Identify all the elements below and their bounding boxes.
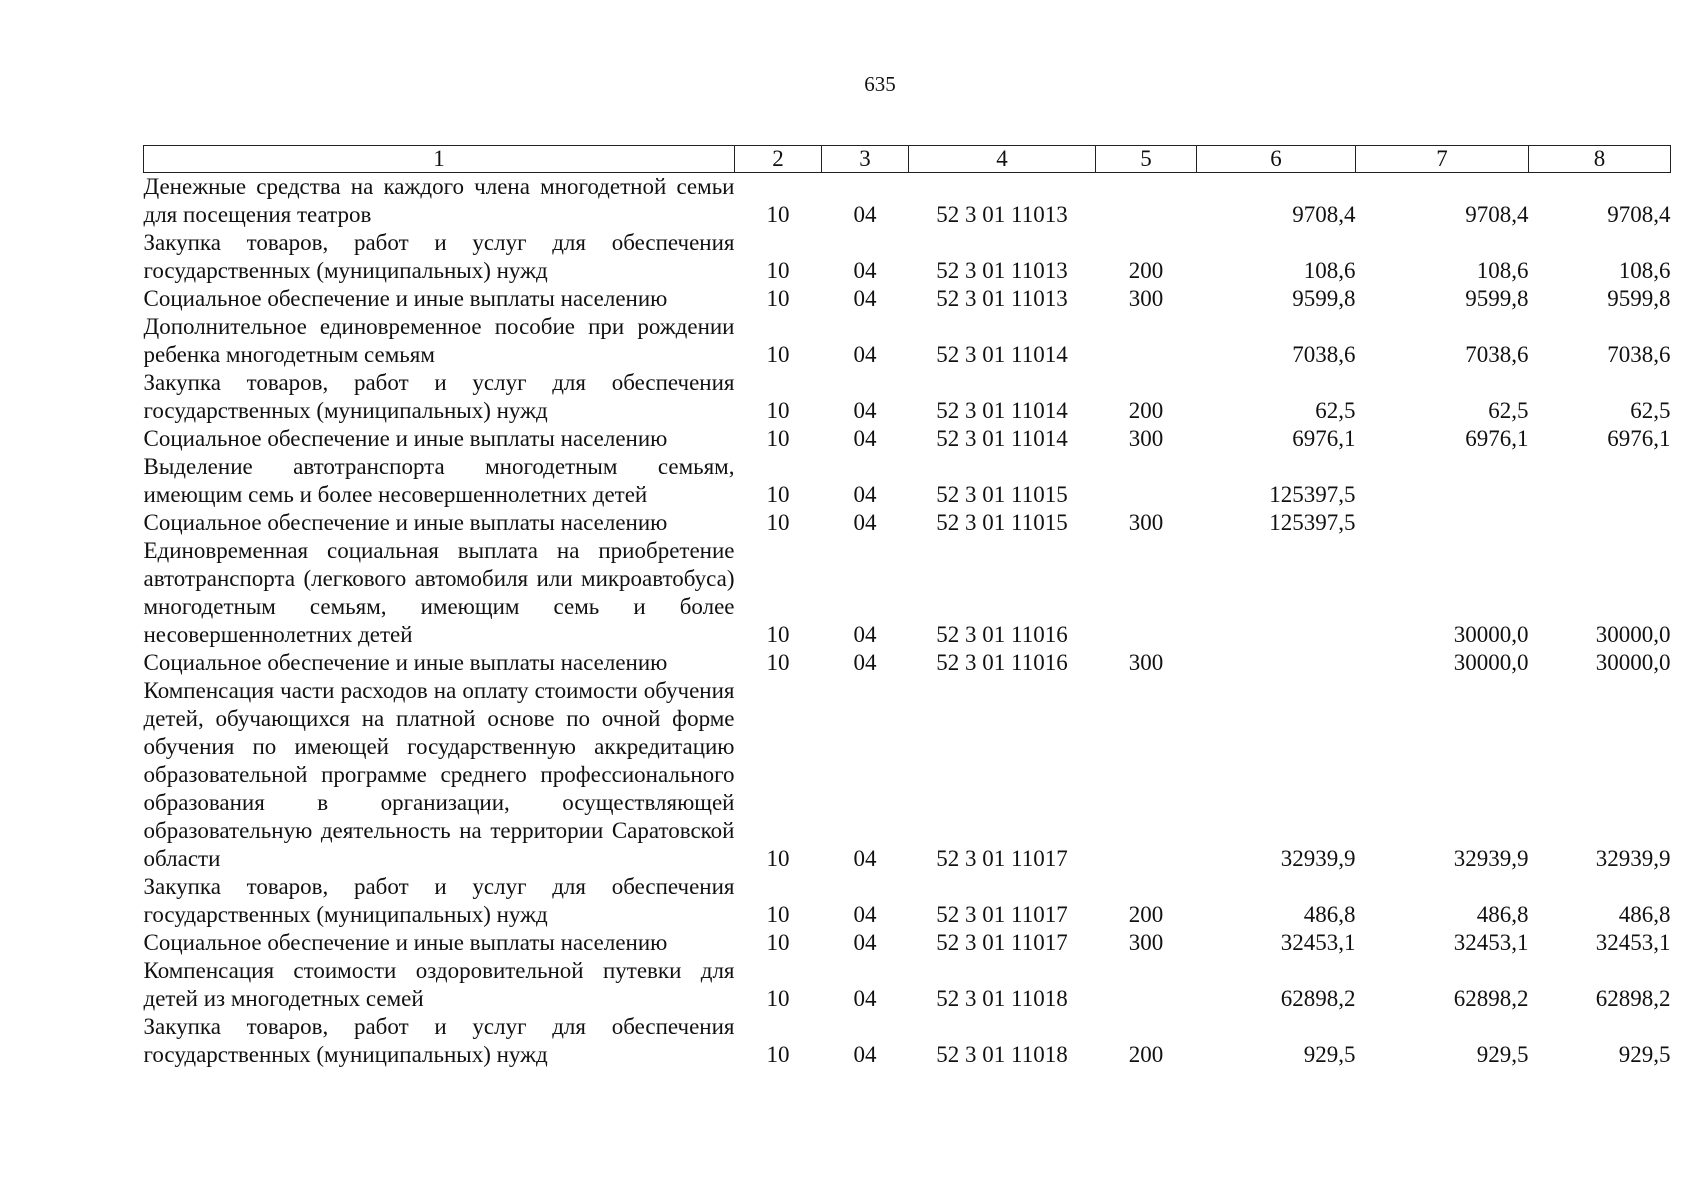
- amount-col7-cell: 6976,1: [1465, 426, 1529, 451]
- amount-col7-cell: 62,5: [1488, 398, 1529, 423]
- subsection-cell: 04: [853, 1042, 877, 1067]
- section-cell: 10: [766, 986, 790, 1011]
- amount-col8-cell: 486,8: [1618, 902, 1671, 927]
- subsection-cell: 04: [853, 426, 877, 451]
- description-cell: Компенсация части расходов на оплату стоимости обучения детей, обучающихся на платной основе по очной форме обучения по имеющей государственную аккредитацию образовательной программе среднего профессионального образования в организации, осуществляющей образовательную деятельность на территории Саратовской области: [143, 678, 735, 871]
- expense-type-cell: 300: [1128, 930, 1164, 955]
- section-cell: 10: [766, 342, 790, 367]
- expense-type-cell: 300: [1128, 510, 1164, 535]
- table-row: [144, 453, 1671, 509]
- table-row: [144, 425, 1671, 453]
- target-code-cell: 52 3 01 11013: [936, 286, 1068, 311]
- column-header: 8: [1529, 146, 1671, 173]
- amount-col6-cell: 9708,4: [1292, 202, 1356, 227]
- target-code-cell: 52 3 01 11017: [936, 930, 1068, 955]
- description-cell: Закупка товаров, работ и услуг для обеспечения государственных (муниципальных) нужд: [143, 230, 735, 283]
- amount-col8-cell: [1529, 453, 1671, 509]
- amount-col7-cell: 30000,0: [1453, 622, 1529, 647]
- subsection-cell: 04: [853, 930, 877, 955]
- target-code-cell: 52 3 01 11014: [936, 342, 1068, 367]
- amount-col6-cell: 32939,9: [1280, 846, 1356, 871]
- table-row: [144, 1013, 1671, 1069]
- table-row: [144, 873, 1671, 929]
- table-row: [144, 369, 1671, 425]
- description-cell: Выделение автотранспорта многодетным семьям, имеющим семь и более несовершеннолетних детей: [143, 454, 735, 507]
- table-row: [144, 229, 1671, 285]
- amount-col8-cell: 9599,8: [1607, 286, 1671, 311]
- subsection-cell: 04: [853, 902, 877, 927]
- table-row: [144, 313, 1671, 369]
- target-code-cell: 52 3 01 11017: [936, 846, 1068, 871]
- description-cell: Денежные средства на каждого члена многодетной семьи для посещения театров: [143, 174, 735, 227]
- subsection-cell: 04: [853, 622, 877, 647]
- description-cell: Единовременная социальная выплата на приобретение автотранспорта (легкового автомобиля или микроавтобуса) многодетным семьям, имеющим семь и более несовершеннолетних детей: [143, 538, 735, 647]
- section-cell: 10: [766, 1042, 790, 1067]
- table-header: [144, 146, 1671, 173]
- expense-type-cell: [1096, 173, 1197, 230]
- description-cell: Социальное обеспечение и иные выплаты населению: [143, 426, 668, 451]
- expense-type-cell: [1096, 537, 1197, 649]
- header-row: [144, 146, 1671, 173]
- amount-col6-cell: 125397,5: [1269, 510, 1356, 535]
- amount-col8-cell: 9708,4: [1607, 202, 1671, 227]
- section-cell: 10: [766, 902, 790, 927]
- description-cell: Закупка товаров, работ и услуг для обеспечения государственных (муниципальных) нужд: [143, 874, 735, 927]
- target-code-cell: 52 3 01 11016: [936, 650, 1068, 675]
- expense-type-cell: 200: [1128, 1042, 1164, 1067]
- amount-col6-cell: 9599,8: [1292, 286, 1356, 311]
- section-cell: 10: [766, 510, 790, 535]
- subsection-cell: 04: [853, 342, 877, 367]
- section-cell: 10: [766, 202, 790, 227]
- amount-col8-cell: 7038,6: [1607, 342, 1671, 367]
- table-row: [144, 537, 1671, 649]
- amount-col8-cell: 32939,9: [1595, 846, 1671, 871]
- subsection-cell: 04: [853, 286, 877, 311]
- amount-col7-cell: 929,5: [1476, 1042, 1529, 1067]
- subsection-cell: 04: [853, 510, 877, 535]
- amount-col8-cell: 62,5: [1630, 398, 1671, 423]
- section-cell: 10: [766, 846, 790, 871]
- amount-col6-cell: 62898,2: [1280, 986, 1356, 1011]
- description-cell: Социальное обеспечение и иные выплаты населению: [143, 510, 668, 535]
- target-code-cell: 52 3 01 11018: [936, 986, 1068, 1011]
- column-header: 5: [1096, 146, 1197, 173]
- target-code-cell: 52 3 01 11014: [936, 426, 1068, 451]
- expense-type-cell: 300: [1128, 650, 1164, 675]
- subsection-cell: 04: [853, 650, 877, 675]
- description-cell: Закупка товаров, работ и услуг для обеспечения государственных (муниципальных) нужд: [143, 1014, 735, 1067]
- target-code-cell: 52 3 01 11018: [936, 1042, 1068, 1067]
- amount-col7-cell: 62898,2: [1453, 986, 1529, 1011]
- amount-col8-cell: 108,6: [1618, 258, 1671, 283]
- amount-col7-cell: 30000,0: [1453, 650, 1529, 675]
- amount-col8-cell: 32453,1: [1595, 930, 1671, 955]
- amount-col8-cell: 30000,0: [1595, 650, 1671, 675]
- amount-col6-cell: 125397,5: [1269, 482, 1356, 507]
- subsection-cell: 04: [853, 846, 877, 871]
- table-row: [144, 957, 1671, 1013]
- column-header: 2: [735, 146, 822, 173]
- section-cell: 10: [766, 258, 790, 283]
- section-cell: 10: [766, 622, 790, 647]
- amount-col8-cell: 30000,0: [1595, 622, 1671, 647]
- amount-col7-cell: 108,6: [1476, 258, 1529, 283]
- amount-col7-cell: 32939,9: [1453, 846, 1529, 871]
- amount-col7-cell: [1356, 509, 1529, 537]
- section-cell: 10: [766, 930, 790, 955]
- amount-col6-cell: 6976,1: [1292, 426, 1356, 451]
- subsection-cell: 04: [853, 258, 877, 283]
- column-header: 7: [1356, 146, 1529, 173]
- section-cell: 10: [766, 650, 790, 675]
- expense-type-cell: 300: [1128, 426, 1164, 451]
- table-row: [144, 173, 1671, 230]
- budget-table: [143, 145, 1671, 1069]
- page-number: 635: [864, 72, 896, 96]
- subsection-cell: 04: [853, 986, 877, 1011]
- subsection-cell: 04: [853, 202, 877, 227]
- table-body: [144, 173, 1671, 1070]
- expense-type-cell: 200: [1128, 398, 1164, 423]
- amount-col6-cell: [1197, 649, 1356, 677]
- amount-col6-cell: 32453,1: [1280, 930, 1356, 955]
- column-header: 3: [822, 146, 909, 173]
- description-cell: Компенсация стоимости оздоровительной путевки для детей из многодетных семей: [143, 958, 735, 1011]
- amount-col6-cell: 929,5: [1303, 1042, 1356, 1067]
- expense-type-cell: [1096, 453, 1197, 509]
- description-cell: Социальное обеспечение и иные выплаты населению: [143, 930, 668, 955]
- section-cell: 10: [766, 482, 790, 507]
- amount-col7-cell: 9599,8: [1465, 286, 1529, 311]
- subsection-cell: 04: [853, 398, 877, 423]
- target-code-cell: 52 3 01 11016: [936, 622, 1068, 647]
- column-header: 4: [909, 146, 1096, 173]
- table-row: [144, 677, 1671, 873]
- section-cell: 10: [766, 398, 790, 423]
- target-code-cell: 52 3 01 11013: [936, 202, 1068, 227]
- column-header: 6: [1197, 146, 1356, 173]
- expense-type-cell: 200: [1128, 902, 1164, 927]
- section-cell: 10: [766, 426, 790, 451]
- amount-col7-cell: 9708,4: [1465, 202, 1529, 227]
- amount-col6-cell: 108,6: [1303, 258, 1356, 283]
- section-cell: 10: [766, 286, 790, 311]
- expense-type-cell: [1096, 677, 1197, 873]
- table-row: [144, 929, 1671, 957]
- expense-type-cell: [1096, 957, 1197, 1013]
- expense-type-cell: [1096, 313, 1197, 369]
- amount-col7-cell: 486,8: [1476, 902, 1529, 927]
- table-row: [144, 649, 1671, 677]
- description-cell: Дополнительное единовременное пособие при рождении ребенка многодетным семьям: [143, 314, 735, 367]
- target-code-cell: 52 3 01 11017: [936, 902, 1068, 927]
- amount-col6-cell: 486,8: [1303, 902, 1356, 927]
- description-cell: Социальное обеспечение и иные выплаты населению: [143, 650, 668, 675]
- amount-col8-cell: [1529, 509, 1671, 537]
- target-code-cell: 52 3 01 11015: [936, 510, 1068, 535]
- description-cell: Социальное обеспечение и иные выплаты населению: [143, 286, 668, 311]
- amount-col8-cell: 929,5: [1618, 1042, 1671, 1067]
- table-row: [144, 285, 1671, 313]
- amount-col7-cell: [1356, 453, 1529, 509]
- amount-col6-cell: [1197, 537, 1356, 649]
- amount-col7-cell: 32453,1: [1453, 930, 1529, 955]
- amount-col6-cell: 7038,6: [1292, 342, 1356, 367]
- amount-col7-cell: 7038,6: [1465, 342, 1529, 367]
- column-header: 1: [144, 146, 735, 173]
- table-row: [144, 509, 1671, 537]
- amount-col6-cell: 62,5: [1315, 398, 1356, 423]
- target-code-cell: 52 3 01 11015: [936, 482, 1068, 507]
- subsection-cell: 04: [853, 482, 877, 507]
- amount-col8-cell: 62898,2: [1595, 986, 1671, 1011]
- target-code-cell: 52 3 01 11013: [936, 258, 1068, 283]
- target-code-cell: 52 3 01 11014: [936, 398, 1068, 423]
- expense-type-cell: 300: [1128, 286, 1164, 311]
- description-cell: Закупка товаров, работ и услуг для обеспечения государственных (муниципальных) нужд: [143, 370, 735, 423]
- amount-col8-cell: 6976,1: [1607, 426, 1671, 451]
- expense-type-cell: 200: [1128, 258, 1164, 283]
